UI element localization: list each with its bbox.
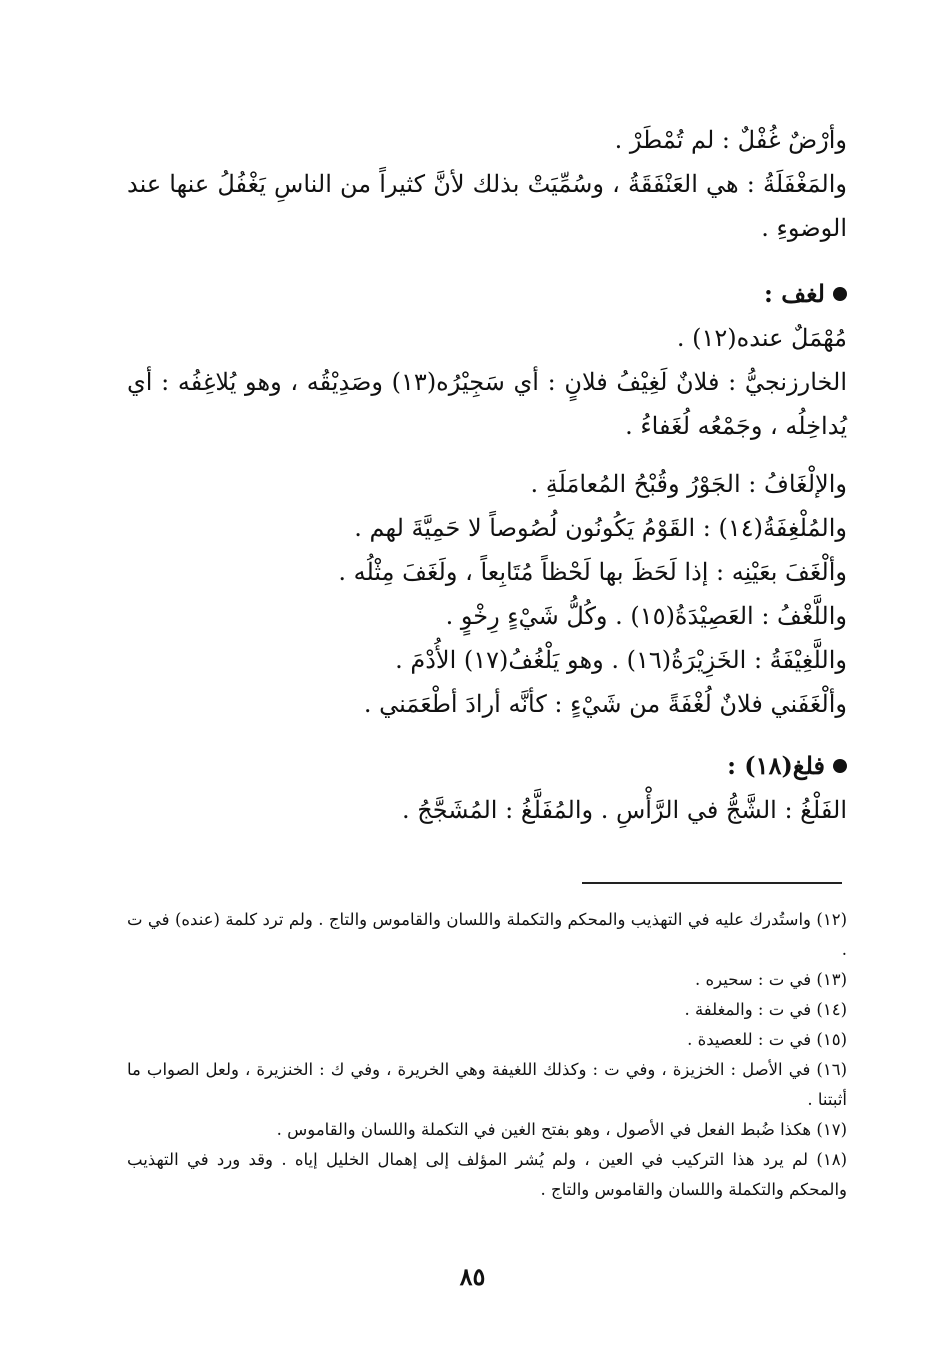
footnote: (١٧) هكذا ضُبط الفعل في الأصول ، وهو بفتح الغين في التكملة واللسان والقاموس . — [276, 1120, 847, 1139]
text-line: مُهْمَلٌ عنده(١٢) . — [676, 324, 847, 352]
text-line: الفَلْغُ : الشَّجُّ في الرَّأْسِ . والمُفَلَّغُ : المُشَجَّجُ . — [401, 796, 847, 824]
text-line: والمَغْفَلَةُ : هي العَنْفَقَةُ ، وسُمِّيَتْ بذلك لأنَّ كثيراً من الناسِ يَغْفُلُ عنها عند الوضوءِ . — [127, 170, 847, 242]
entry-heading-lghf — [127, 272, 847, 316]
page-number: ٨٥ — [459, 1262, 486, 1291]
text-line: وأرْضٌ غُفْلٌ : لم تُمْطَرْ . — [614, 126, 847, 154]
text-line: والمُلْغِفَةُ(١٤) : القَوْمُ يَكُونُون لُصُوصاً لا حَمِيَّةَ لهم . — [354, 514, 847, 542]
paragraph-gap — [127, 726, 847, 744]
text-line: واللَّغْفُ : العَصِيْدَةُ(١٥) . وكُلُّ شَيْءٍ رِخْوٍ . — [445, 602, 847, 630]
footnote: (١٨) لم يرد هذا التركيب في العين ، ولم يُشر المؤلف إلى إهمال الخليل إياه . وقد ورد في التهذيب والمحكم والتكملة واللسان والقاموس والتاج . — [127, 1150, 847, 1199]
main-text — [127, 118, 847, 832]
footnote: (١٦) في الأصل : الخزيزة ، وفي ت : وكذلك اللغيفة وهي الخريرة ، وفي ك : الخنزيرة ، ولعل الصواب ما أثبتنا . — [127, 1060, 847, 1109]
footnote: (١٤) في ت : والمغلفة . — [684, 1000, 847, 1019]
paragraph-gap — [127, 448, 847, 462]
text-line: وألْغَفَني فلانٌ لُغْفَةً من شَيْءٍ : كأنَّه أرادَ أطْعَمَني . — [363, 690, 847, 718]
text-line: واللَّغِيْفَةُ : الخَزِيْرَةُ(١٦) . وهو يَلْغُفُ(١٧) الأُدْمَ . — [395, 646, 847, 674]
heading-label: لغف : — [764, 279, 825, 308]
heading-label: فلغ(١٨) : — [727, 751, 825, 780]
footnote: (١٥) في ت : للعصيدة . — [687, 1030, 847, 1049]
text-line: والإلْغَافُ : الجَوْرُ وقُبْحُ المُعامَلَةِ . — [530, 470, 847, 498]
footnote: (١٢) واستُدرك عليه في التهذيب والمحكم والتكملة واللسان والقاموس والتاج . ولم ترد كلمة (عنده) في ت . — [127, 910, 847, 959]
text-line: وألْغَفَ بعَيْنِه : إذا لَحَظَ بها لَحْظاً مُتَابِعاً ، ولَغَفَ مِثْلُه . — [338, 558, 847, 586]
bullet-icon — [833, 759, 847, 773]
footnotes — [127, 905, 847, 1205]
footnote-separator — [582, 882, 842, 884]
bullet-icon — [833, 287, 847, 301]
entry-heading-flgh — [127, 744, 847, 788]
footnote: (١٣) في ت : سحيره . — [694, 970, 847, 989]
text-line: الخارزنجيُّ : فلانٌ لَغِيْفُ فلانٍ : أي سَجِيْرُه(١٣) وصَدِيْقُه ، وهو يُلاغِفُه : أي يُداخِلُه ، وجَمْعُه لُغَفاءُ . — [127, 368, 847, 440]
paragraph-gap — [127, 250, 847, 272]
